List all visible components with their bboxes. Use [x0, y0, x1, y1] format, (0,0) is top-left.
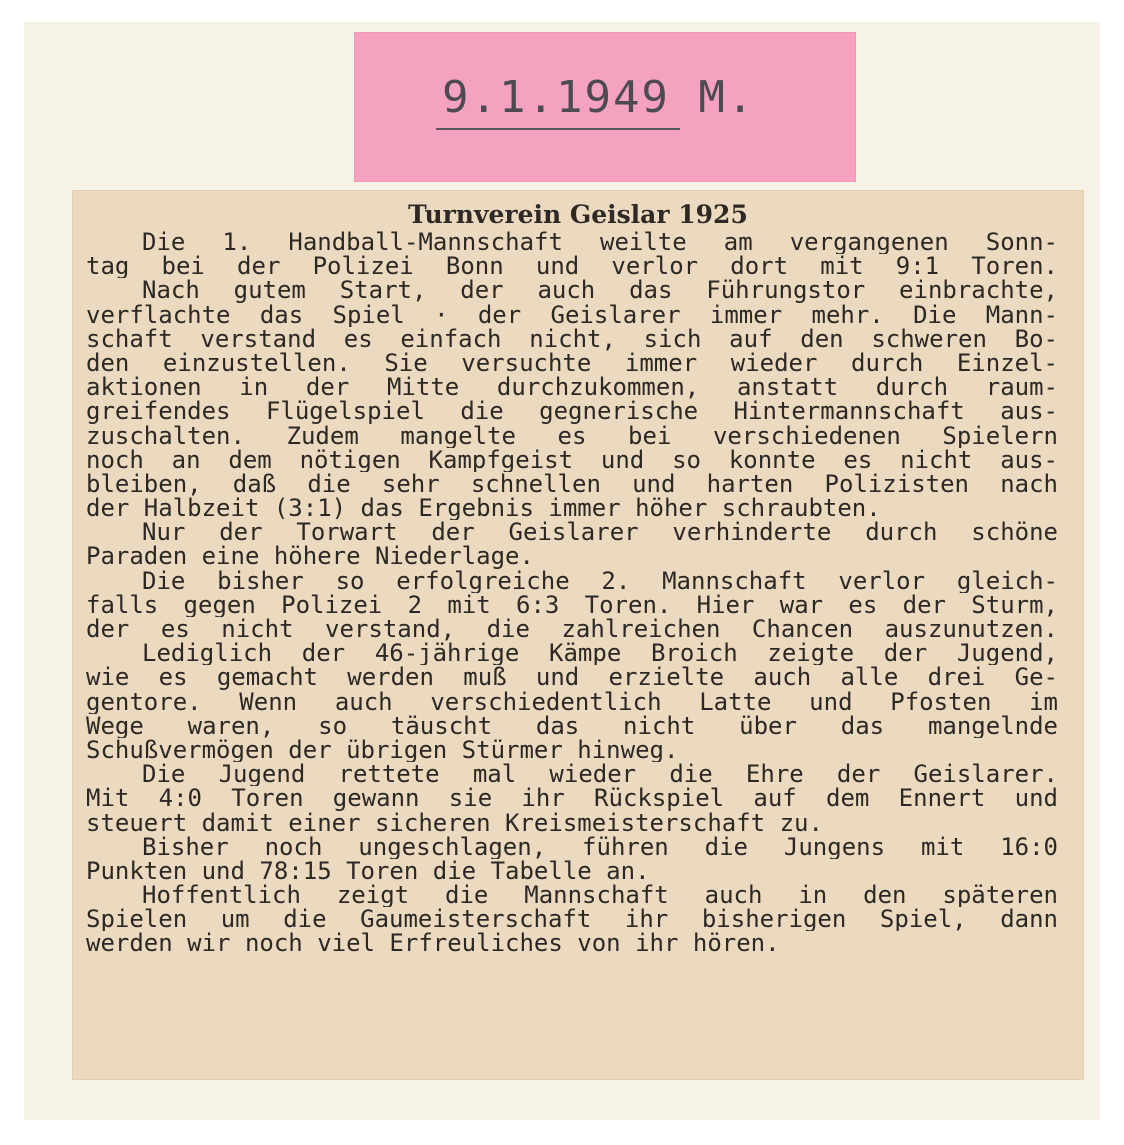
article-line: falls gegen Polizei 2 mit 6:3 Toren. Hier war es der Sturm,	[86, 592, 1058, 617]
article-line: Die 1. Handball-Mannschaft weilte am vergangenen Sonn-	[142, 230, 1058, 255]
date-underline	[436, 128, 680, 130]
article-line: den einzustellen. Sie versuchte immer wieder durch Einzel-	[86, 350, 1058, 376]
date-text: 9.1.1949 M.	[442, 72, 756, 123]
article-line: verflachte das Spiel · der Geislarer immer mehr. Die Mann-	[86, 302, 1058, 327]
article-line: aktionen in der Mitte durchzukommen, anstatt durch raum-	[86, 375, 1058, 400]
article-line: zuschalten. Zudem mangelte es bei verschiedenen Spielern	[86, 423, 1058, 448]
article-line: greifendes Flügelspiel die gegnerische Hintermannschaft aus-	[86, 399, 1058, 424]
article-body	[86, 230, 1058, 956]
article-line: gentore. Wenn auch verschiedentlich Latte und Pfosten im	[86, 689, 1058, 714]
article-line: der Halbzeit (3:1) das Ergebnis immer höher schraubten.	[86, 496, 881, 521]
article-line: der es nicht verstand, die zahlreichen Chancen auszunutzen.	[86, 617, 1058, 642]
article-line: noch an dem nötigen Kampfgeist und so konnte es nicht aus-	[86, 447, 1058, 472]
newspaper-clipping	[72, 190, 1084, 1080]
article-line: Die Jugend rettete mal wieder die Ehre der Geislarer.	[142, 762, 1058, 787]
article-line: Nach gutem Start, der auch das Führungstor einbrachte,	[142, 278, 1058, 303]
article-line: tag bei der Polizei Bonn und verlor dort mit 9:1 Toren.	[86, 254, 1058, 279]
article-line: Bisher noch ungeschlagen, führen die Jungens mit 16:0	[142, 834, 1058, 859]
article-line: Die bisher so erfolgreiche 2. Mannschaft verlor gleich-	[142, 568, 1058, 593]
article-line: Paraden eine höhere Niederlage.	[86, 544, 534, 569]
article-headline: Turnverein Geislar 1925	[408, 200, 748, 229]
article-line: werden wir noch viel Erfreuliches von ihr hören.	[86, 931, 780, 956]
article-line: Punkten und 78:15 Toren die Tabelle an.	[86, 858, 650, 884]
article-line: steuert damit einer sicheren Kreismeisterschaft zu.	[86, 810, 823, 835]
article-line: Hoffentlich zeigt die Mannschaft auch in den späteren	[142, 883, 1058, 908]
date-label	[354, 32, 856, 182]
article-line: schaft verstand es einfach nicht, sich auf den schweren Bo-	[86, 326, 1058, 351]
article-line: wie es gemacht werden muß und erzielte auch alle drei Ge-	[86, 665, 1058, 690]
article-line: bleiben, daß die sehr schnellen und harten Polizisten nach	[86, 471, 1058, 497]
article-line: Wege waren, so täuscht das nicht über das mangelnde	[86, 713, 1058, 738]
article-line: Nur der Torwart der Geislarer verhinderte durch schöne	[142, 520, 1058, 545]
article-line: Lediglich der 46-jährige Kämpe Broich zeigte der Jugend,	[142, 641, 1058, 666]
article-line: Mit 4:0 Toren gewann sie ihr Rückspiel auf dem Ennert und	[86, 786, 1058, 811]
article-line: Schußvermögen der übrigen Stürmer hinweg.	[86, 737, 679, 763]
article-line: Spielen um die Gaumeisterschaft ihr bisherigen Spiel, dann	[86, 907, 1058, 932]
